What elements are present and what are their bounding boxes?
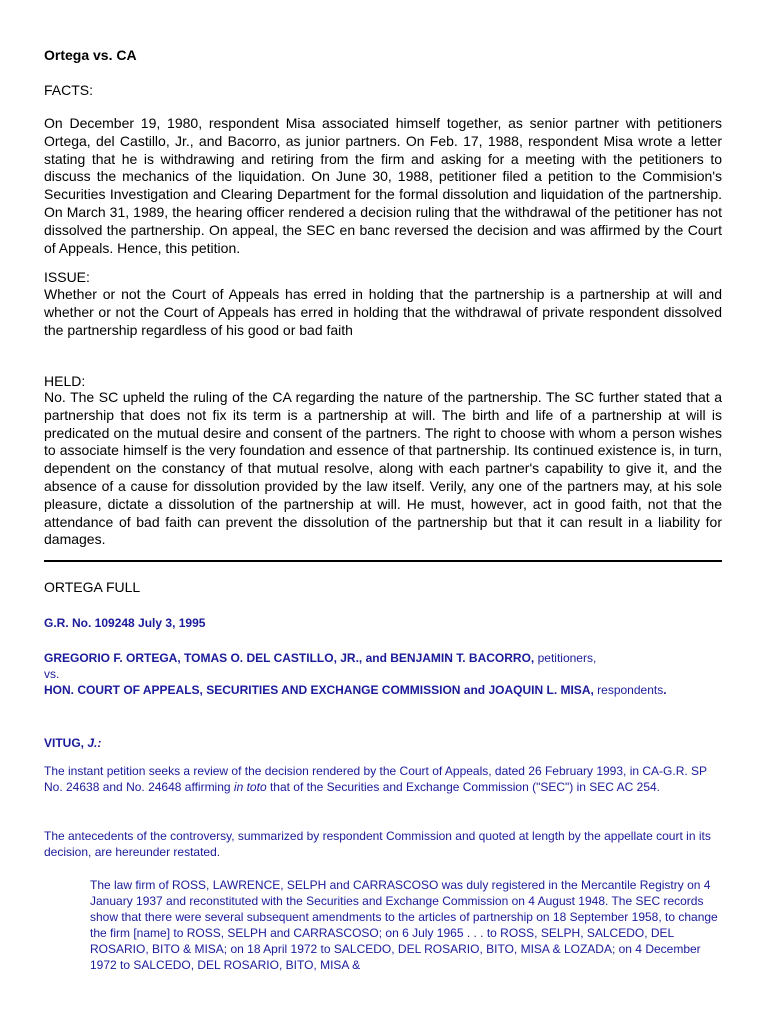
para1-text-a: The instant petition seeks a review of the decision rendered by the Court of Appeals, dated 26 February 1993, in CA-G.R. SP No. 24638 and No. 24648 affirming [44,764,707,794]
document-title: Ortega vs. CA [44,47,137,63]
respondents-label: respondents [593,683,664,697]
respondents-line [44,682,722,698]
versus: vs. [44,667,60,681]
opinion-paragraph-2: The antecedents of the controversy, summarized by respondent Commission and quoted at length by the appellate court in its decision, are hereunder restated. [44,829,711,859]
facts-paragraph: On December 19, 1980, respondent Misa associated himself together, as senior partner with petitioners Ortega, del Castillo, Jr., and Bacorro, as junior partners. On Feb. 17, 1988, respondent Misa wrote a letter stating that he is withdrawing and retiring from the firm and asking for a meeting with the petitioners to discuss the mechanics of the liquidation. On June 30, 1988, petitioner filed a petition to the Commision's Securities Investigation and Clearing Department for the formal dissolution and liquidation of the partnership. On March 31, 1989, the hearing officer rendered a decision ruling that the withdrawal of the petitioner has not dissolved the partnership. On appeal, the SEC en banc reversed the decision and was affirmed by the Court of Appeals. Hence, this petition. [44,115,722,256]
opinion-paragraph-1 [44,763,722,795]
ponente-name: VITUG, [44,736,85,750]
ponente [44,735,101,751]
facts-heading: FACTS: [44,82,94,98]
case-number: G.R. No. 109248 July 3, 1995 [44,616,206,630]
issue-paragraph: Whether or not the Court of Appeals has erred in holding that the partnership is a partnership at will and whether or not the Court of Appeals has erred in holding that the withdrawal of private respondent dissolved the partnership regardless of his good or bad faith [44,286,722,338]
para1-text-b: that of the Securities and Exchange Commission ("SEC") in SEC AC 254. [266,780,660,794]
respondents-names: HON. COURT OF APPEALS, SECURITIES AND EXCHANGE COMMISSION and JOAQUIN L. MISA, [44,683,594,697]
held-paragraph: No. The SC upheld the ruling of the CA regarding the nature of the partnership. The SC further stated that a partnership that does not fix its term is a partnership at will. The birth and life of a partnership at will is predicated on the mutual desire and consent of the partners. The right to choose with whom a person wishes to associate himself is the very foundation and essence of that partnership. Its continued existence is, in turn, dependent on the constancy of that mutual resolve, along with each partner's capability to give it, and the absence of a cause for dissolution provided by the law itself. Verily, any one of the partners may, at his sole pleasure, dictate a dissolution of the partnership at will. He must, however, act in good faith, not that the attendance of bad faith can prevent the dissolution of the partnership but that it can result in a liability for damages. [44,389,722,548]
respondents-period: . [663,683,667,697]
petitioners-label: petitioners, [534,651,597,665]
petitioners-names: GREGORIO F. ORTEGA, TOMAS O. DEL CASTILLO, JR., and BENJAMIN T. BACORRO, [44,651,535,665]
full-text-heading: ORTEGA FULL [44,579,141,595]
held-heading: HELD: [44,373,86,389]
case-parties [44,650,722,698]
para1-italic: in toto [233,780,267,794]
quoted-antecedents: The law firm of ROSS, LAWRENCE, SELPH and CARRASCOSO was duly registered in the Mercantile Registry on 4 January 1937 and reconstituted with the Securities and Exchange Commission on 4 August 1948. The SEC records show that there were several subsequent amendments to the articles of partnership on 18 September 1958, to change the firm [name] to ROSS, SELPH and CARRASCOSO; on 6 July 1965 . . . to ROSS, SELPH, SALCEDO, DEL ROSARIO, BITO & MISA; on 18 April 1972 to SALCEDO, DEL ROSARIO, BITO, MISA & LOZADA; on 4 December 1972 to SALCEDO, DEL ROSARIO, BITO, MISA & [90,878,718,972]
section-divider [44,560,722,562]
issue-heading: ISSUE: [44,269,90,285]
petitioners-line [44,650,722,666]
ponente-title: J.: [84,736,102,750]
